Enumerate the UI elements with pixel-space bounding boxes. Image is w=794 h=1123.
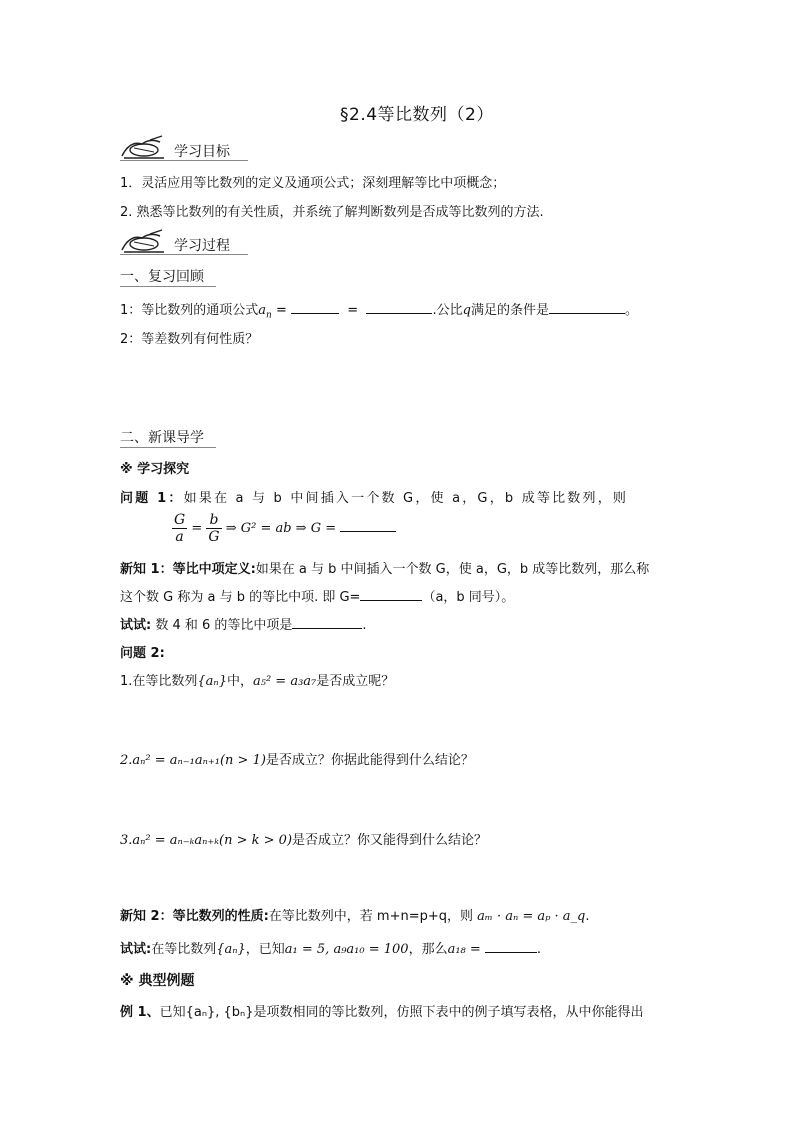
heading-rule	[120, 286, 216, 287]
review-q2: 2：等差数列有何性质？	[120, 332, 259, 347]
p2-2-suffix: 是否成立？你据此能得到什么结论？	[265, 753, 474, 768]
page-title: §2.4等比数列（2）	[340, 105, 494, 125]
knowledge-1-line2	[120, 586, 514, 605]
section-heading-process	[174, 235, 230, 255]
blank-formula-1[interactable]	[291, 299, 339, 314]
problem2-item-3	[120, 829, 487, 848]
newlesson-heading-text: 二、新课导学	[120, 430, 204, 446]
p2-1-mid: 中，	[226, 674, 253, 689]
blank-try1[interactable]	[292, 614, 362, 629]
p2-1-formula: a₅² = a₃a₇	[252, 674, 317, 689]
know2-text: 在等比数列中，若 m+n=p+q，则	[268, 909, 473, 924]
p2-3-suffix: 是否成立？你又能得到什么结论？	[292, 833, 488, 848]
try2-label: 试试:	[120, 942, 152, 957]
blank-condition[interactable]	[549, 299, 625, 314]
pencil-book-icon	[120, 228, 166, 254]
try2-mid: ，已知	[245, 942, 285, 957]
goals-heading: 学习目标	[174, 144, 230, 160]
blank-g-value[interactable]	[340, 517, 396, 532]
heading-rule	[120, 160, 248, 161]
heading-rule	[120, 254, 248, 255]
blank-g-definition[interactable]	[360, 586, 422, 601]
examples-heading: ※ 典型例题	[120, 973, 195, 989]
p2-1-prefix: 1.在等比数列	[120, 674, 198, 689]
q-variable: q	[462, 303, 471, 318]
pencil-book-icon	[120, 134, 166, 160]
knowledge-2	[120, 905, 590, 924]
problem2-label: 问题 2:	[120, 646, 165, 661]
review-heading	[120, 266, 204, 286]
problem2-item-1	[120, 670, 394, 689]
q1-end: 。	[624, 303, 638, 318]
p2-1-suffix: 是否成立呢？	[316, 674, 395, 689]
try1-end: .	[362, 618, 367, 633]
review-heading-text: 一、复习回顾	[120, 269, 204, 285]
problem1-text: 如果在 a 与 b 中间插入一个数 G，使 a，G，b 成等比数列，则	[183, 491, 629, 506]
try1-label: 试试:	[120, 618, 152, 633]
try2-target: a₁₈ =	[447, 942, 481, 957]
know1-text2b: （a，b 同号）。	[422, 590, 515, 605]
fraction-g-over-a: $\frac{G}{a}$	[174, 512, 186, 545]
blank-formula-2[interactable]	[366, 299, 432, 314]
try2-prefix: 在等比数列	[151, 942, 217, 957]
try1-text: 数 4 和 6 的等比中项是	[155, 618, 293, 633]
example-1	[120, 1001, 644, 1020]
know1-text2a: 这个数 G 称为 a 与 b 的等比中项. 即 G=	[120, 590, 361, 605]
blank-try2[interactable]	[485, 938, 537, 953]
ex1-text: 已知{aₙ}, {bₙ}是项数相同的等比数列，仿照下表中的例子填写表格，从中你能得出	[159, 1005, 644, 1020]
review-q1: 1：等比数列的通项公式$a_n$ = = .公比q满足的条件是 。	[120, 299, 638, 321]
try-2	[120, 938, 541, 957]
try2-then: ，那么	[408, 942, 448, 957]
try2-end: .	[536, 942, 542, 957]
an-symbol: $a_n$	[258, 303, 272, 321]
fraction-b-over-g: $\frac{b}{G}$	[208, 512, 220, 545]
process-heading: 学习过程	[174, 238, 230, 254]
know1-label: 新知 1：等比中项定义:	[120, 562, 256, 577]
q1-prefix: 1：等比数列的通项公式	[120, 303, 259, 318]
q1-mid: 公比	[436, 303, 463, 318]
know1-text: 如果在 a 与 b 中间插入一个数 G，使 a，G，b 成等比数列，那么称	[255, 562, 650, 577]
heading-rule	[120, 447, 216, 448]
p2-2-formula: 2.aₙ² = aₙ₋₁aₙ₊₁(n > 1)	[120, 753, 266, 768]
problem2-item-2	[120, 749, 474, 768]
q1-suffix: 满足的条件是	[470, 303, 549, 318]
know2-label: 新知 2：等比数列的性质:	[120, 909, 269, 924]
formula-mid: ⇒ G² = ab ⇒ G =	[225, 521, 337, 536]
section-heading-goals	[174, 141, 230, 161]
try-1	[120, 614, 367, 633]
p2-3-formula: 3.aₙ² = aₙ₋ₖaₙ₊ₖ(n > k > 0)	[120, 833, 293, 848]
problem-1	[120, 487, 628, 506]
know2-end: .	[585, 909, 590, 924]
try2-formula: a₁ = 5, a₉a₁₀ = 100	[284, 942, 409, 957]
goal-item-2: 2. 熟悉等比数列的有关性质，并系统了解判断数列是否成等比数列的方法.	[120, 205, 544, 220]
newlesson-heading	[120, 427, 204, 447]
explore-heading: ※ 学习探究	[120, 462, 190, 477]
problem1-label: 问题 1：	[120, 491, 184, 506]
sequence-symbol: {aₙ}	[197, 674, 227, 689]
ex1-label: 例 1、	[120, 1005, 160, 1020]
formula-line: $\frac{G}{a}$ = $\frac{b}{G}$ ⇒ G² = ab ⇒ G =	[172, 512, 396, 545]
know2-formula: aₘ · aₙ = aₚ · a_q	[477, 909, 586, 924]
knowledge-1	[120, 558, 649, 577]
goal-item-1: 1．灵活应用等比数列的定义及通项公式；深刻理解等比中项概念；	[120, 176, 506, 191]
try2-sequence: {aₙ}	[216, 942, 246, 957]
